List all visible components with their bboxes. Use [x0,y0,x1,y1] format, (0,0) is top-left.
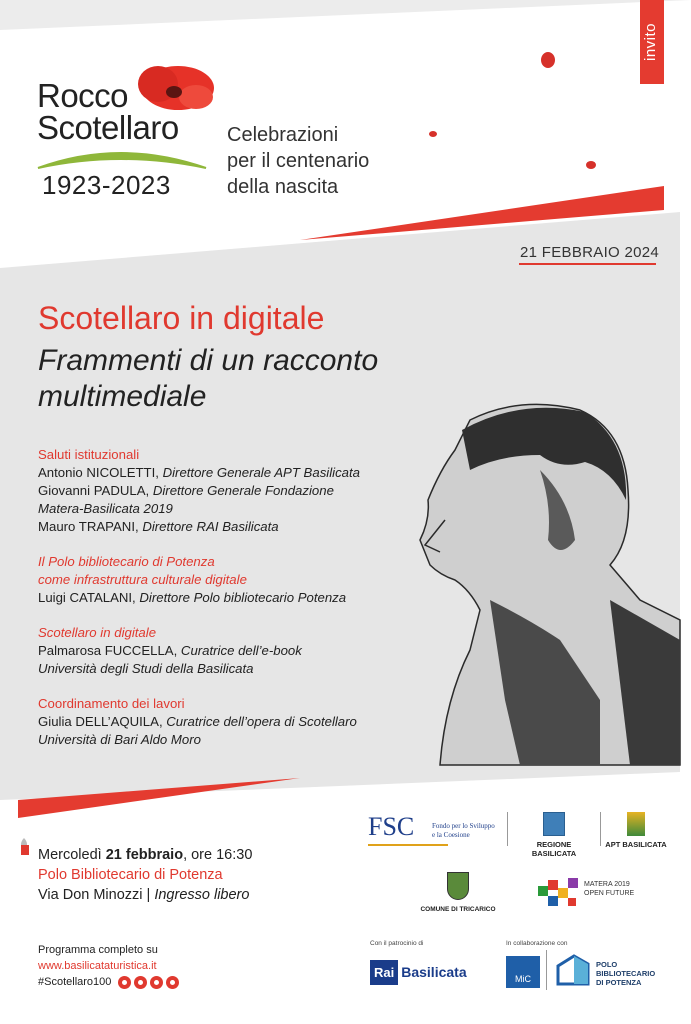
facebook-icon[interactable] [118,976,131,989]
matera-logo: MATERA 2019 OPEN FUTURE [538,878,648,914]
date-underline [519,263,656,265]
petal-icon [586,161,596,169]
event-details [38,845,338,905]
petal-icon [429,131,437,137]
invito-label: invito [642,22,659,62]
subtitle: Frammenti di un racconto multimediale [38,344,379,413]
mic-logo: MiC [506,956,540,988]
celebration-text: Celebrazioni per il centenario della nascita [227,124,370,198]
event-address: Via Don Minozzi | Ingresso libero [38,887,250,903]
program-block-polo: Il Polo bibliotecario di Potenza come infrastruttura culturale digitale Luigi CATALANI, Direttore Polo bibliotecario Potenza [38,554,347,605]
invito-ribbon [640,0,664,84]
event-day: Mercoledì 21 febbraio, ore 16:30 [38,847,253,863]
event-venue: Polo Bibliotecario di Potenza [38,867,223,883]
program [38,446,418,766]
info-hashtag-row: #Scotellaro100 [38,974,258,990]
info-block [38,942,258,990]
polo-building-icon [556,954,590,988]
program-block-saluti: Saluti istituzionali Antonio NICOLETTI, Direttore Generale APT Basilicata Giovanni PADULA, Direttore Generale Fondazione Matera-Basilicata 2019 Mauro TRAPANI, Direttore RAI Basilicata [38,447,361,534]
polo-logo: POLO BIBLIOTECARIO DI POTENZA [556,954,666,990]
regione-emblem-icon [543,812,565,836]
info-url[interactable]: www.basilicataturistica.it [38,960,157,972]
youtube-icon[interactable] [166,976,179,989]
program-block-digitale: Scotellaro in digitale Palmarosa FUCCELLA, Curatrice dell’e-book Università degli Studi della Basilicata [38,625,302,676]
collaborazione-label: In collaborazione con [506,940,568,947]
years: 1923-2023 [42,170,171,200]
green-swoosh [38,153,206,168]
name-line2: Scotellaro [37,109,179,146]
patrocinio-label: Con il patrocinio di [370,940,424,947]
top-grey-band [0,0,691,30]
comune-emblem-icon [447,872,469,900]
rai-logo: Rai Basilicata [370,958,467,986]
info-label: Programma completo su [38,944,158,956]
apt-emblem-icon [627,812,645,836]
program-block-coordinamento: Coordinamento dei lavori Giulia DELL’AQUILA, Curatrice dell’opera di Scotellaro Università di Bari Aldo Moro [38,696,357,747]
main-title: Scotellaro in digitale [38,300,325,336]
fsc-logo: FSC Fondo per lo Sviluppo e la Coesione [368,812,508,852]
poppy-icon [138,66,214,110]
comune-logo: COMUNE DI TRICARICO [418,872,498,913]
apt-logo: APT BASILICATA [604,812,668,852]
instagram-icon[interactable] [134,976,147,989]
event-date: 21 FEBBRAIO 2024 [520,244,660,261]
location-pin-icon [21,838,29,855]
petal-icon [541,52,555,68]
name-line1: Rocco [37,77,129,114]
twitter-icon[interactable] [150,976,163,989]
regione-logo: REGIONE BASILICATA [514,812,594,852]
